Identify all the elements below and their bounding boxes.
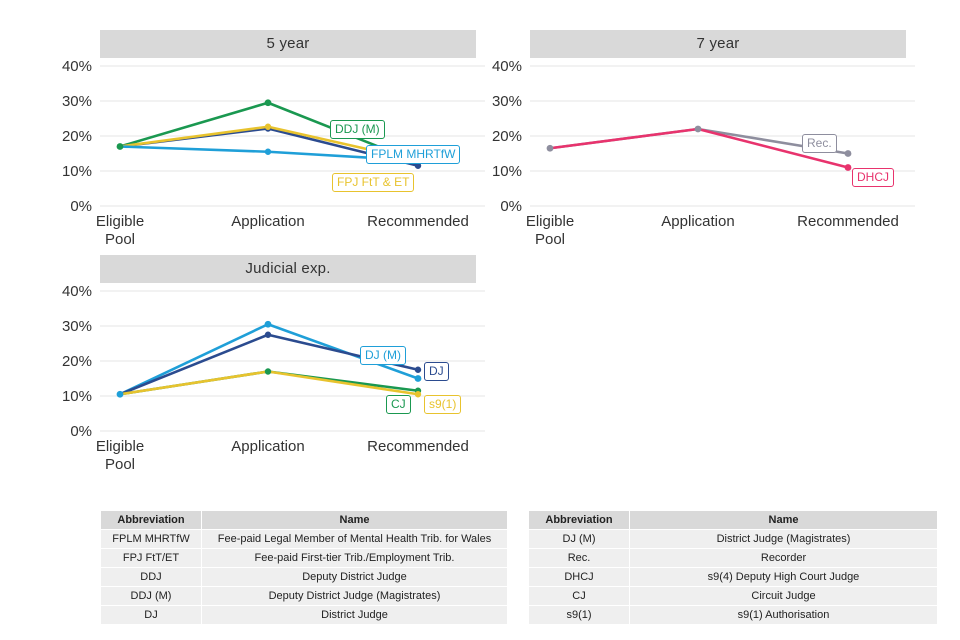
cell-name: Fee-paid Legal Member of Mental Health Trib. for Wales	[202, 530, 508, 549]
cell-name: Fee-paid First-tier Trib./Employment Trib.	[202, 549, 508, 568]
label-rec-7y: Rec.	[802, 134, 837, 153]
cell-abbreviation: DDJ	[101, 568, 202, 587]
xcat-7y-application: Application	[661, 213, 735, 230]
label-dj-m-je: DJ (M)	[360, 346, 406, 365]
table-row	[101, 549, 508, 568]
ytick-40: 40%	[61, 58, 92, 75]
xcat-5y-recommended: Recommended	[367, 213, 469, 230]
abbreviation-table-left	[100, 510, 508, 625]
cell-abbreviation: FPLM MHRTfW	[101, 530, 202, 549]
label-fplm-mhrtfw-5y: FPLM MHRTfW	[366, 145, 460, 164]
label-dj-je: DJ	[424, 362, 449, 381]
cell-abbreviation: DHCJ	[529, 568, 630, 587]
cell-name: Deputy District Judge (Magistrates)	[202, 587, 508, 606]
ytick-20: 20%	[61, 353, 92, 370]
col-name: Name	[202, 511, 508, 530]
panel-title-5-year: 5 year	[100, 30, 476, 58]
cell-name: Deputy District Judge	[202, 568, 508, 587]
ytick-0: 0%	[70, 198, 92, 215]
label-ddj-m-5y: DDJ (M)	[330, 120, 385, 139]
table-row	[529, 606, 938, 625]
xcat-5y-application: Application	[231, 213, 305, 230]
table-row	[101, 530, 508, 549]
cell-abbreviation: CJ	[529, 587, 630, 606]
ytick-0: 0%	[500, 198, 522, 215]
cell-name: Circuit Judge	[630, 587, 938, 606]
cell-abbreviation: s9(1)	[529, 606, 630, 625]
chart-judicial-exp	[40, 277, 490, 442]
table-header-row	[101, 511, 508, 530]
ytick-40: 40%	[61, 283, 92, 300]
cell-name: s9(1) Authorisation	[630, 606, 938, 625]
xcat-je-recommended: Recommended	[367, 438, 469, 455]
panel-title-7-year: 7 year	[530, 30, 906, 58]
cell-abbreviation: DJ (M)	[529, 530, 630, 549]
panel-title-judicial-exp: Judicial exp.	[100, 255, 476, 283]
ytick-30: 30%	[61, 318, 92, 335]
col-abbreviation: Abbreviation	[529, 511, 630, 530]
chart-5-year	[40, 52, 490, 217]
cell-name: Recorder	[630, 549, 938, 568]
table-row	[529, 568, 938, 587]
table-row	[529, 549, 938, 568]
xcat-je-eligible-pool: Eligible Pool	[95, 438, 145, 473]
table-row	[101, 568, 508, 587]
label-cj-je: CJ	[386, 395, 411, 414]
table-row	[529, 587, 938, 606]
cell-abbreviation: FPJ FtT/ET	[101, 549, 202, 568]
col-name: Name	[630, 511, 938, 530]
cell-abbreviation: DJ	[101, 606, 202, 625]
table-row	[101, 587, 508, 606]
ytick-20: 20%	[61, 128, 92, 145]
col-abbreviation: Abbreviation	[101, 511, 202, 530]
label-s9-1-je: s9(1)	[424, 395, 461, 414]
table-row	[529, 530, 938, 549]
ytick-30: 30%	[491, 93, 522, 110]
ytick-20: 20%	[491, 128, 522, 145]
ytick-0: 0%	[70, 423, 92, 440]
cell-name: District Judge	[202, 606, 508, 625]
xcat-je-application: Application	[231, 438, 305, 455]
cell-abbreviation: DDJ (M)	[101, 587, 202, 606]
cell-abbreviation: Rec.	[529, 549, 630, 568]
table-row	[101, 606, 508, 625]
chart-7-year	[470, 52, 920, 217]
cell-name: District Judge (Magistrates)	[630, 530, 938, 549]
table-header-row	[529, 511, 938, 530]
ytick-10: 10%	[61, 163, 92, 180]
ytick-40: 40%	[491, 58, 522, 75]
label-dhcj-7y: DHCJ	[852, 168, 894, 187]
xcat-7y-recommended: Recommended	[797, 213, 899, 230]
abbreviation-table-right	[528, 510, 938, 625]
cell-name: s9(4) Deputy High Court Judge	[630, 568, 938, 587]
ytick-30: 30%	[61, 93, 92, 110]
ytick-10: 10%	[61, 388, 92, 405]
ytick-10: 10%	[491, 163, 522, 180]
xcat-7y-eligible-pool: Eligible Pool	[525, 213, 575, 248]
label-fpj-ftt-et-5y: FPJ FtT & ET	[332, 173, 414, 192]
xcat-5y-eligible-pool: Eligible Pool	[95, 213, 145, 248]
